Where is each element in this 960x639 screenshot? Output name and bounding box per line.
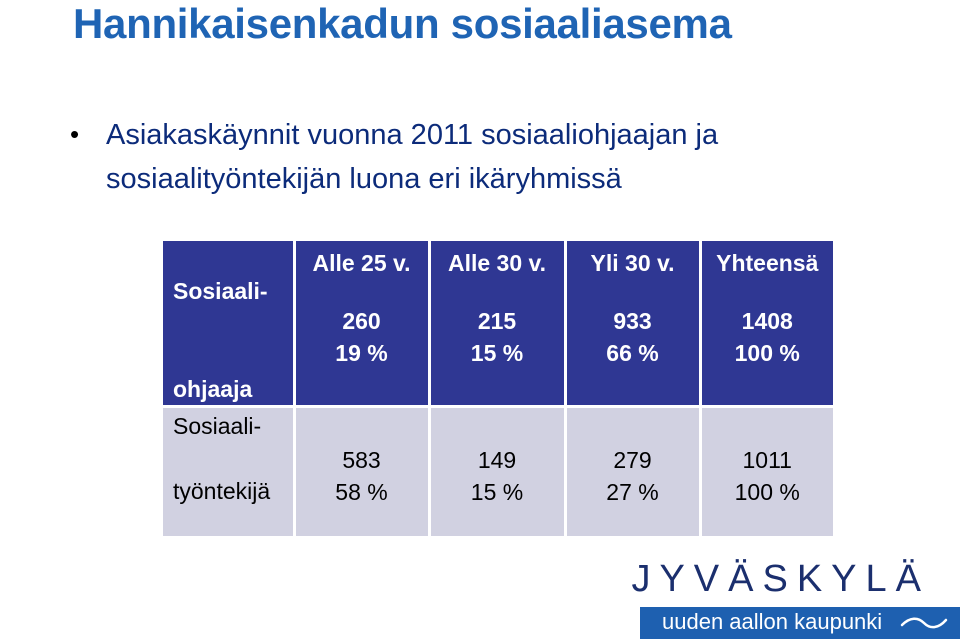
column-header: Alle 30 v. [447,250,547,276]
cell-percent: 19 % [335,340,388,366]
row-label-line-1: Sosiaali- [173,278,268,304]
bullet-icon: • [70,119,80,149]
table-cell [429,407,565,537]
bullet-item [70,113,718,201]
bullet-line-1: Asiakaskäynnit vuonna 2011 sosiaaliohjaajan ja [106,119,719,151]
cell-count: 933 [613,308,652,334]
row-label-line-2: työntekijä [173,478,271,504]
cell-count: 583 [342,447,381,473]
page-title: Hannikaisenkadun sosiaaliasema [73,0,732,47]
row-label-line-2: ohjaaja [173,376,253,402]
cell-percent: 58 % [335,479,388,505]
row-label [163,241,294,407]
column-header: Alle 25 v. [312,250,411,276]
cell-count: 149 [477,447,517,473]
cell-percent: 66 % [606,340,659,366]
table-cell [294,241,429,407]
cell-percent: 100 % [734,479,800,505]
table-cell [565,407,700,537]
cell-count: 1408 [741,308,793,334]
row-label [163,407,294,537]
cell-count: 279 [613,447,652,473]
table-cell [565,241,700,407]
wave-icon [900,616,948,630]
logo-banner [640,607,960,639]
bullet-text [106,113,718,201]
cell-count: 215 [477,308,517,334]
column-header: Yli 30 v. [590,250,675,276]
table-row-sosiaaliohjaaja [163,241,833,407]
logo-wordmark: JYVÄSKYLÄ [631,558,930,600]
bullet-list [70,113,718,201]
table-row-sosiaalityontekija [163,407,833,537]
column-header: Yhteensä [716,250,819,276]
row-label-line-1: Sosiaali- [173,413,262,439]
cell-percent: 27 % [606,479,659,505]
logo-slogan: uuden aallon kaupunki [662,609,883,634]
cell-percent: 15 % [470,479,524,505]
jyvaskyla-logo [631,552,960,639]
table-cell [700,241,833,407]
table-cell [700,407,833,537]
table-cell [429,241,565,407]
cell-count: 260 [342,308,381,334]
cell-percent: 15 % [470,340,524,366]
bullet-line-2: sosiaalityöntekijän luona eri ikäryhmissä [106,163,622,195]
cell-count: 1011 [742,447,792,473]
cell-percent: 100 % [734,340,800,366]
visits-table [163,241,833,536]
table-cell [294,407,429,537]
